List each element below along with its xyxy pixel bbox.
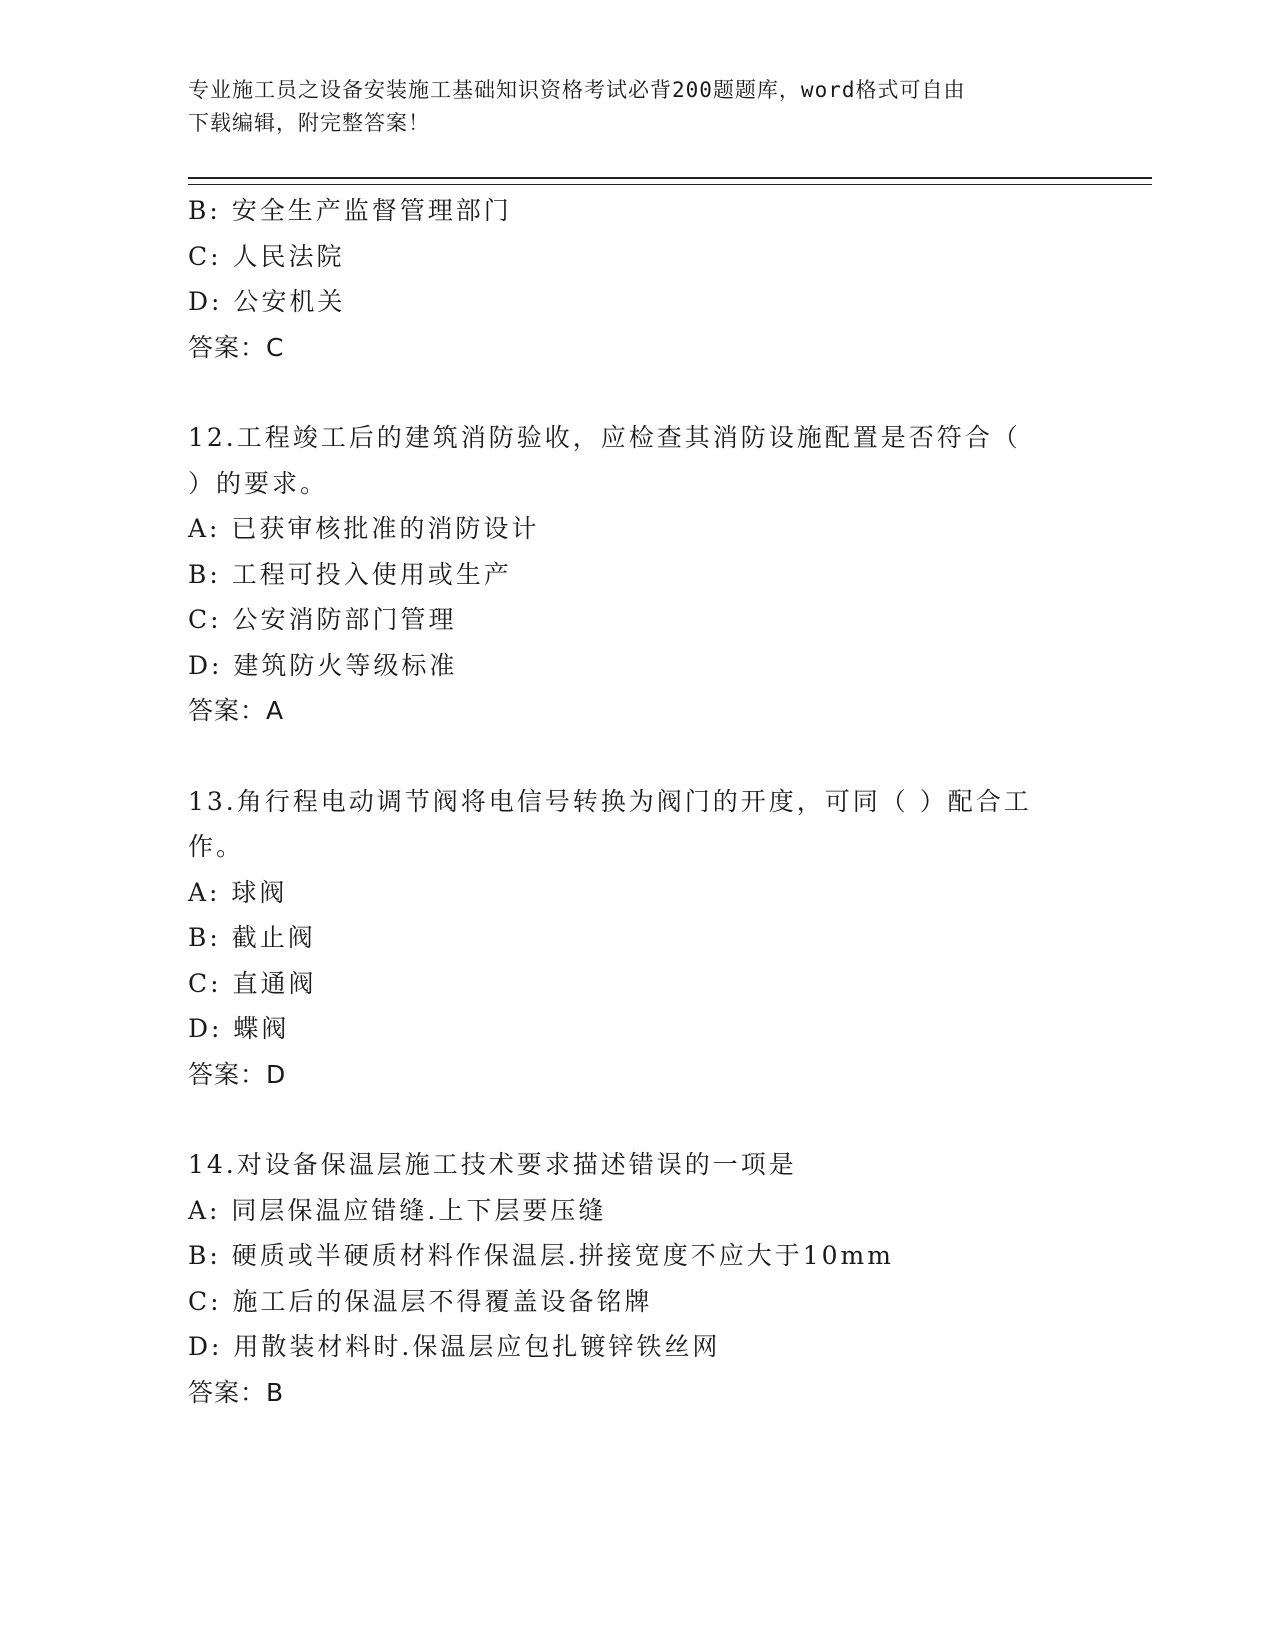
- question-11-option-b: B: 安全生产监督管理部门: [188, 196, 512, 225]
- question-11-option-c: C: 人民法院: [188, 241, 345, 271]
- header-divider: [188, 177, 1152, 185]
- question-14-stem-line-1: 14.对设备保温层施工技术要求描述错误的一项是: [188, 1150, 797, 1179]
- question-13-option-d: D: 蝶阀: [188, 1014, 290, 1043]
- question-12-option-b: B: 工程可投入使用或生产: [188, 559, 512, 589]
- question-12-stem-line-1: 12.工程竣工后的建筑消防验收，应检查其消防设施配置是否符合（: [188, 423, 1021, 452]
- question-content: [188, 188, 1088, 1415]
- question-12-stem-line-2: ）的要求。: [188, 468, 329, 498]
- question-11-tail: [188, 188, 1088, 370]
- question-11-option-d: D: 公安机关: [188, 287, 346, 316]
- question-12-option-c: C: 公安消防部门管理: [188, 605, 457, 634]
- spacer: [188, 734, 1088, 779]
- question-13-option-b: B: 截止阀: [188, 923, 316, 952]
- question-13-stem-line-2: 作。: [188, 832, 245, 861]
- question-14-option-a: A: 同层保温应错缝.上下层要压缝: [188, 1195, 607, 1225]
- question-13-option-a: A: 球阀: [188, 877, 288, 907]
- question-14-option-d: D: 用散装材料时.保温层应包扎镀锌铁丝网: [188, 1332, 721, 1361]
- question-12-option-a: A: 已获审核批准的消防设计: [188, 514, 540, 543]
- header-title-line-2: 下载编辑，附完整答案！: [188, 111, 430, 135]
- header-title-line-1: 专业施工员之设备安装施工基础知识资格考试必背200题题库，word格式可自由: [188, 78, 966, 102]
- question-12-option-d: D: 建筑防火等级标准: [188, 650, 458, 680]
- question-14: [188, 1142, 1088, 1415]
- question-12-answer: 答案：A: [188, 696, 285, 725]
- spacer: [188, 370, 1088, 415]
- question-14-option-c: C: 施工后的保温层不得覆盖设备铭牌: [188, 1286, 653, 1316]
- document-header: [188, 74, 1068, 140]
- question-14-option-b: B: 硬质或半硬质材料作保温层.拼接宽度不应大于10mm: [188, 1241, 894, 1270]
- spacer: [188, 1097, 1088, 1142]
- question-11-answer: 答案：C: [188, 332, 285, 362]
- question-13-answer: 答案：D: [188, 1059, 287, 1089]
- question-13-option-c: C: 直通阀: [188, 968, 317, 998]
- question-13: [188, 779, 1088, 1098]
- question-13-stem-line-1: 13.角行程电动调节阀将电信号转换为阀门的开度，可同（ ）配合工: [188, 786, 1032, 816]
- question-14-answer: 答案：B: [188, 1377, 285, 1407]
- question-12: [188, 415, 1088, 734]
